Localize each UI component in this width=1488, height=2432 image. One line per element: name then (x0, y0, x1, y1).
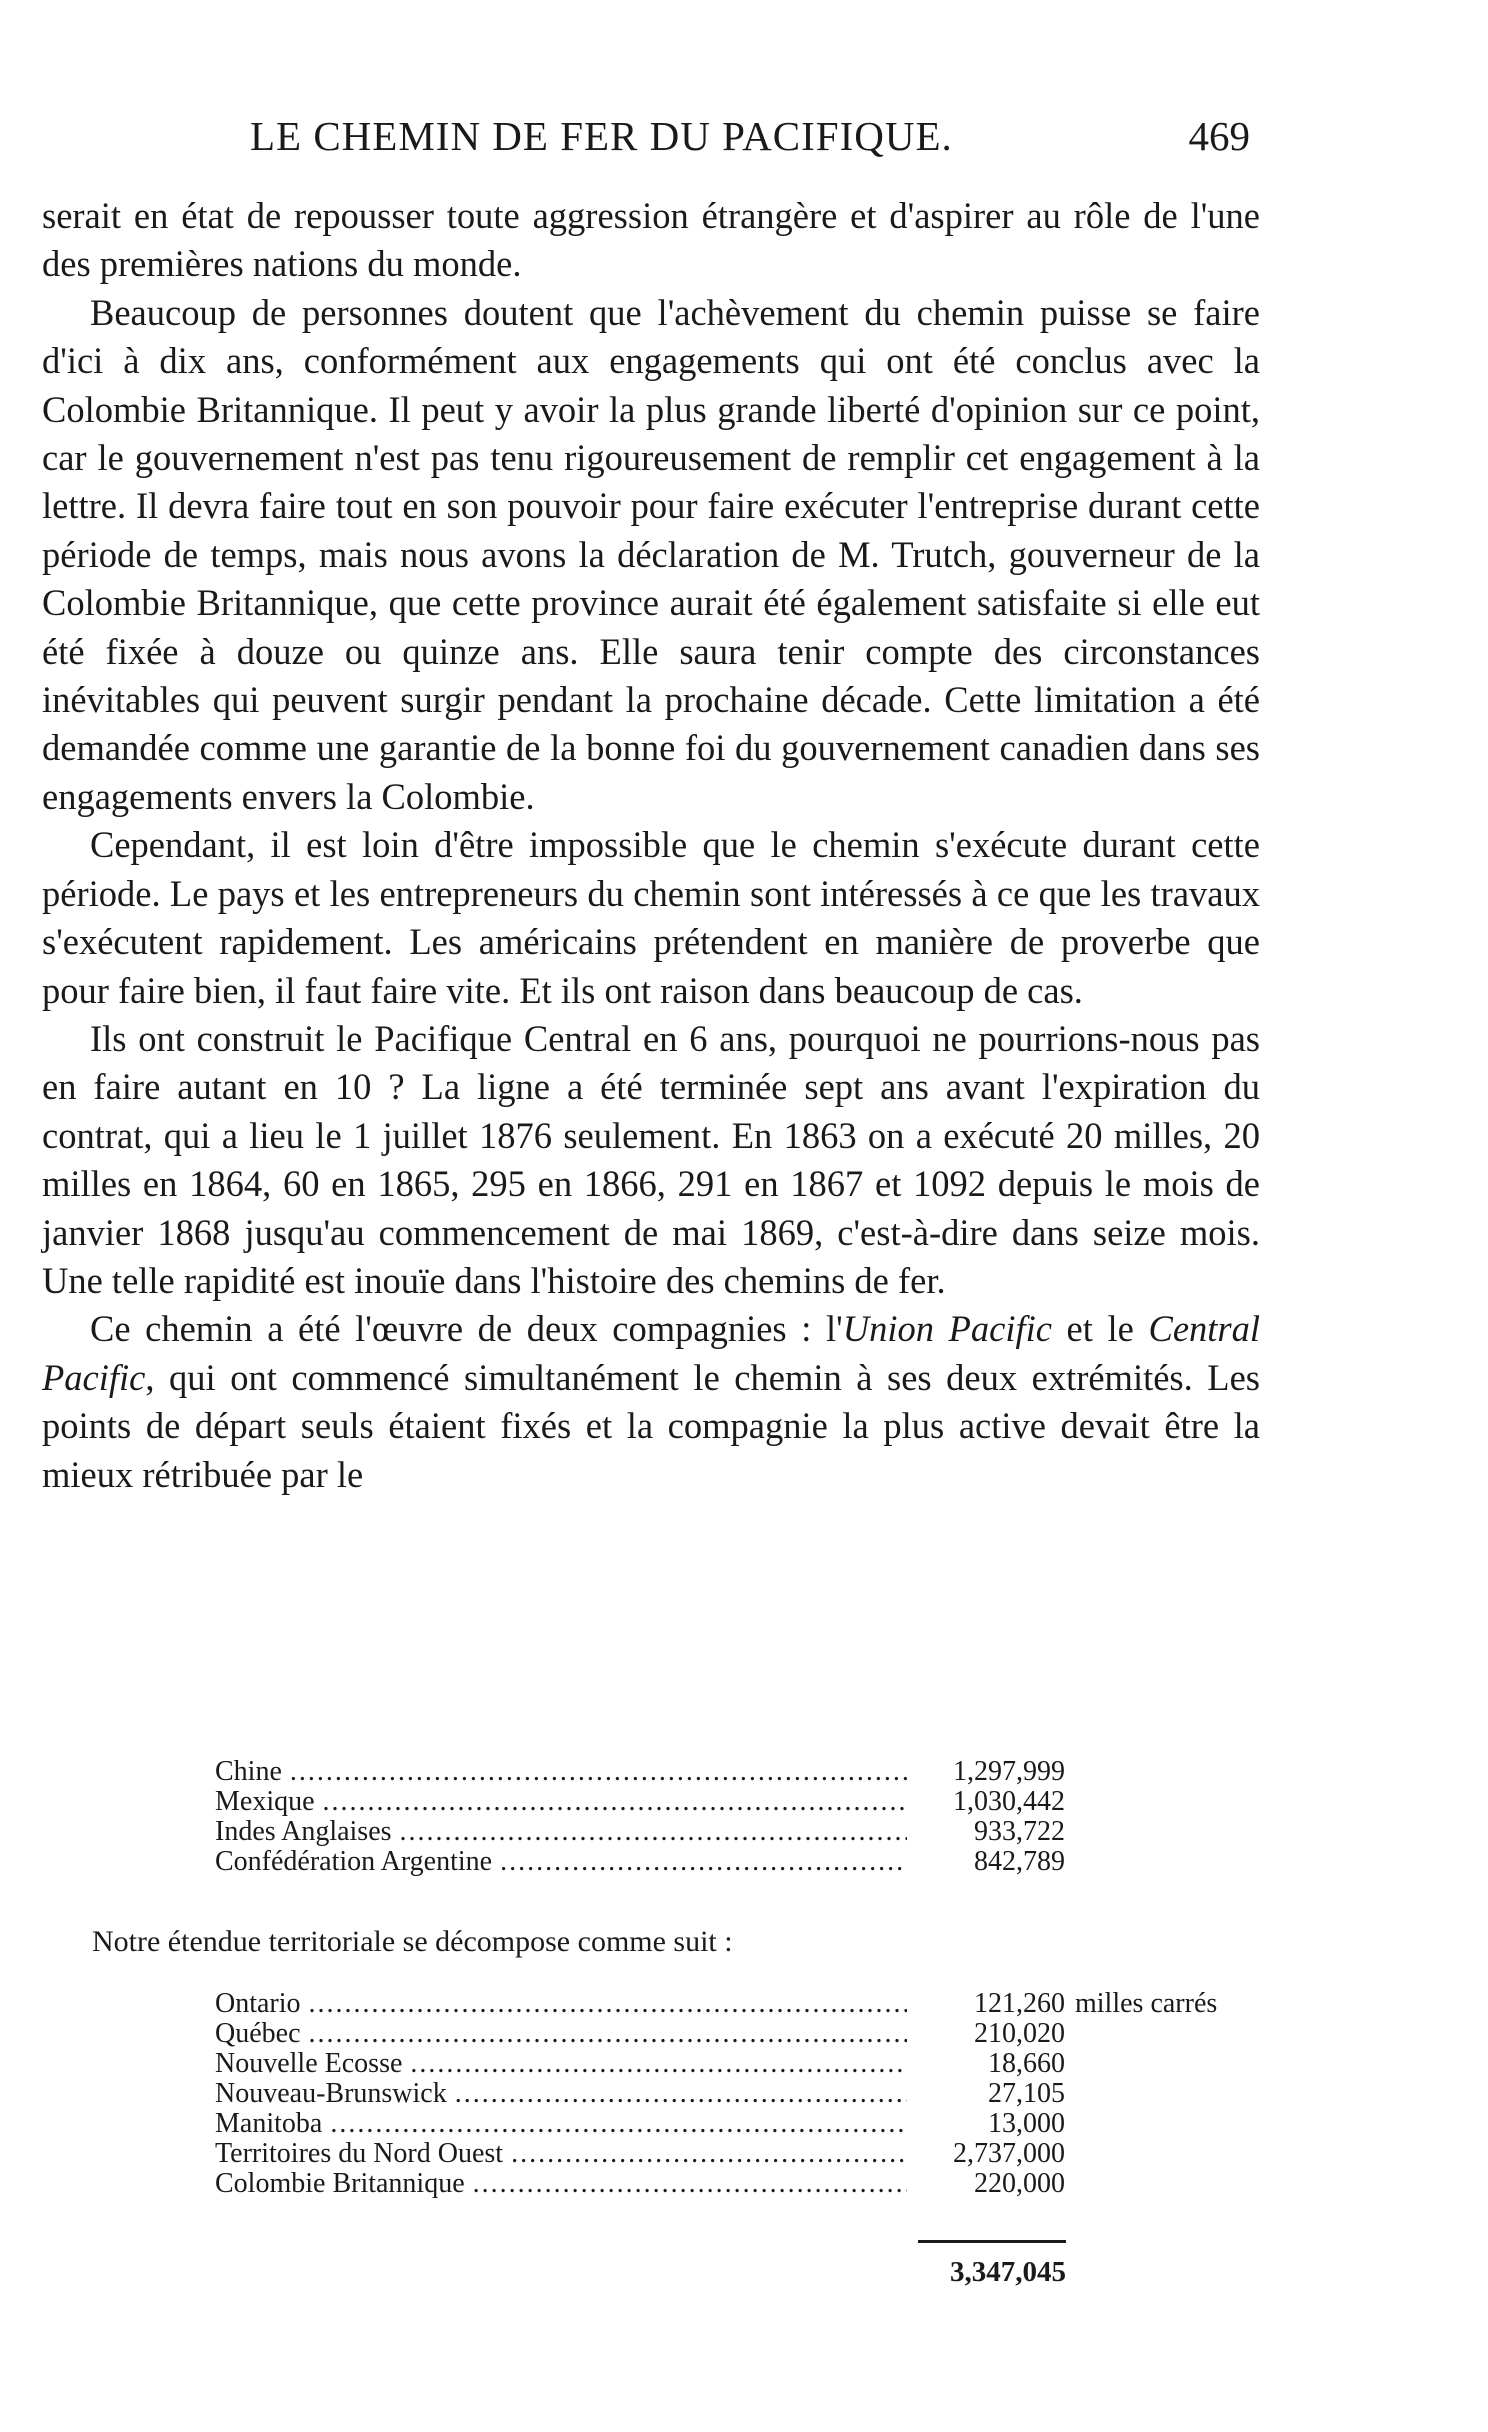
italic-term: Central Pacific (42, 1308, 1261, 1398)
row-label: Indes Anglaises (215, 1816, 392, 1847)
row-label: Nouveau-Brunswick (215, 2078, 447, 2109)
table-row (215, 2049, 1065, 2079)
dot-leader (309, 1989, 907, 2019)
table-row (215, 2019, 1065, 2049)
paragraph (42, 1305, 1260, 1499)
paragraph: Ils ont construit le Pacifique Central en 6 ans, pourquoi ne pourrions-nous pas en faire autant en 10 ? La ligne a été terminée sept ans avant l'expiration du contrat, qui a lieu le 1 juillet 1876 seulement. En 1863 on a exécuté 20 milles, 20 milles en 1864, 60 en 1865, 295 en 1866, 291 en 1867 et 1092 depuis le mois de janvier 1868 jusqu'au commencement de mai 1869, c'est-à-dire dans seize mois. Une telle rapidité est inouïe dans l'histoire des chemins de fer. (42, 1017, 1260, 1301)
table-row (215, 1988, 1218, 2019)
paragraph: Beaucoup de personnes doutent que l'achèvement du chemin puisse se faire d'ici à dix ans, conformément aux engagements qui ont été conclus avec la Colombie Britannique. Il peut y avoir la plus grande liberté d'opinion sur ce point, car le gouvernement n'est pas tenu rigoureusement de remplir cet engagement à la lettre. Il devra faire tout en son pouvoir pour faire exécuter l'entreprise durant cette période de temps, mais nous avons la déclaration de M. Trutch, gouverneur de la Colombie Britannique, que cette province aurait été également satisfaite si elle eut été fixée à douze ou quinze ans. Elle saura tenir compte des circonstances inévitables qui peuvent surgir pendant la prochaine décade. Cette limitation a été demandée comme une garantie de la bonne foi du gouvernement canadien dans ses engagements envers la Colombie. (42, 291, 1260, 817)
row-value: 933,722 (974, 1816, 1065, 1847)
running-title: LE CHEMIN DE FER DU PACIFIQUE. (250, 113, 953, 159)
paragraph-text: Ce chemin a été l'œuvre de deux compagnies : l' (90, 1308, 843, 1350)
dot-leader (400, 1817, 907, 1847)
row-label: Territoires du Nord Ouest (215, 2138, 504, 2169)
unit-label: milles carrés (1075, 1988, 1218, 2019)
dot-leader (410, 2049, 907, 2079)
dot-leader (473, 2169, 907, 2199)
dot-leader (290, 1757, 907, 1787)
countries-table (215, 1757, 1065, 1877)
dot-leader (511, 2139, 907, 2169)
dot-leader (500, 1847, 907, 1877)
row-value: 121,260 (974, 1988, 1065, 2019)
row-label: Nouvelle Ecosse (215, 2048, 403, 2079)
row-label: Québec (215, 2018, 301, 2049)
row-value: 18,660 (988, 2048, 1065, 2079)
row-value: 1,297,999 (953, 1756, 1065, 1787)
table-row (215, 2139, 1065, 2169)
row-value: 27,105 (988, 2078, 1065, 2109)
row-label: Ontario (215, 1988, 301, 2019)
italic-term: Union Pacific (842, 1308, 1052, 1350)
row-value: 220,000 (974, 2168, 1065, 2199)
territory-table (215, 1988, 1218, 2199)
row-label: Colombie Britannique (215, 2168, 465, 2199)
table-row (215, 1787, 1065, 1817)
table-row (215, 1757, 1065, 1787)
row-label: Mexique (215, 1786, 315, 1817)
row-label: Manitoba (215, 2108, 323, 2139)
dot-leader (330, 2109, 907, 2139)
row-label: Chine (215, 1756, 282, 1787)
row-value: 1,030,442 (953, 1786, 1065, 1817)
dot-leader (323, 1787, 907, 1817)
paragraph-text: , qui ont commencé simultanément le chemin à ses deux extrémités. Les points de départ seuls étaient fixés et la compagnie la plus active devait être la mieux rétribuée par le (42, 1356, 1260, 1495)
page-header (60, 112, 1250, 172)
paragraph: serait en état de repousser toute aggression étrangère et d'aspirer au rôle de l'une des premières nations du monde. (42, 195, 1260, 285)
dot-leader (309, 2019, 907, 2049)
paragraph-text: et le (1051, 1308, 1149, 1350)
row-value: 210,020 (974, 2018, 1065, 2049)
table-row (215, 2169, 1065, 2199)
table-row (215, 2079, 1065, 2109)
table-row (215, 1817, 1065, 1847)
body-text (42, 192, 1260, 1499)
territory-total: 3,347,045 (950, 2256, 1066, 2288)
page-number: 469 (1188, 113, 1250, 159)
row-value: 2,737,000 (953, 2138, 1065, 2169)
row-label: Confédération Argentine (215, 1846, 493, 1877)
row-value: 842,789 (974, 1846, 1065, 1877)
territory-intro: Notre étendue territoriale se décompose comme suit : (92, 1925, 733, 1958)
table-row (215, 1847, 1065, 1877)
table-row (215, 2109, 1065, 2139)
row-value: 13,000 (988, 2108, 1065, 2139)
total-rule (918, 2240, 1066, 2243)
dot-leader (455, 2079, 907, 2109)
paragraph: Cependant, il est loin d'être impossible que le chemin s'exécute durant cette période. Le pays et les entrepreneurs du chemin sont intéressés à ce que les travaux s'exécutent rapidement. Les américains prétendent en manière de proverbe que pour faire bien, il faut faire vite. Et ils ont raison dans beaucoup de cas. (42, 824, 1260, 1011)
